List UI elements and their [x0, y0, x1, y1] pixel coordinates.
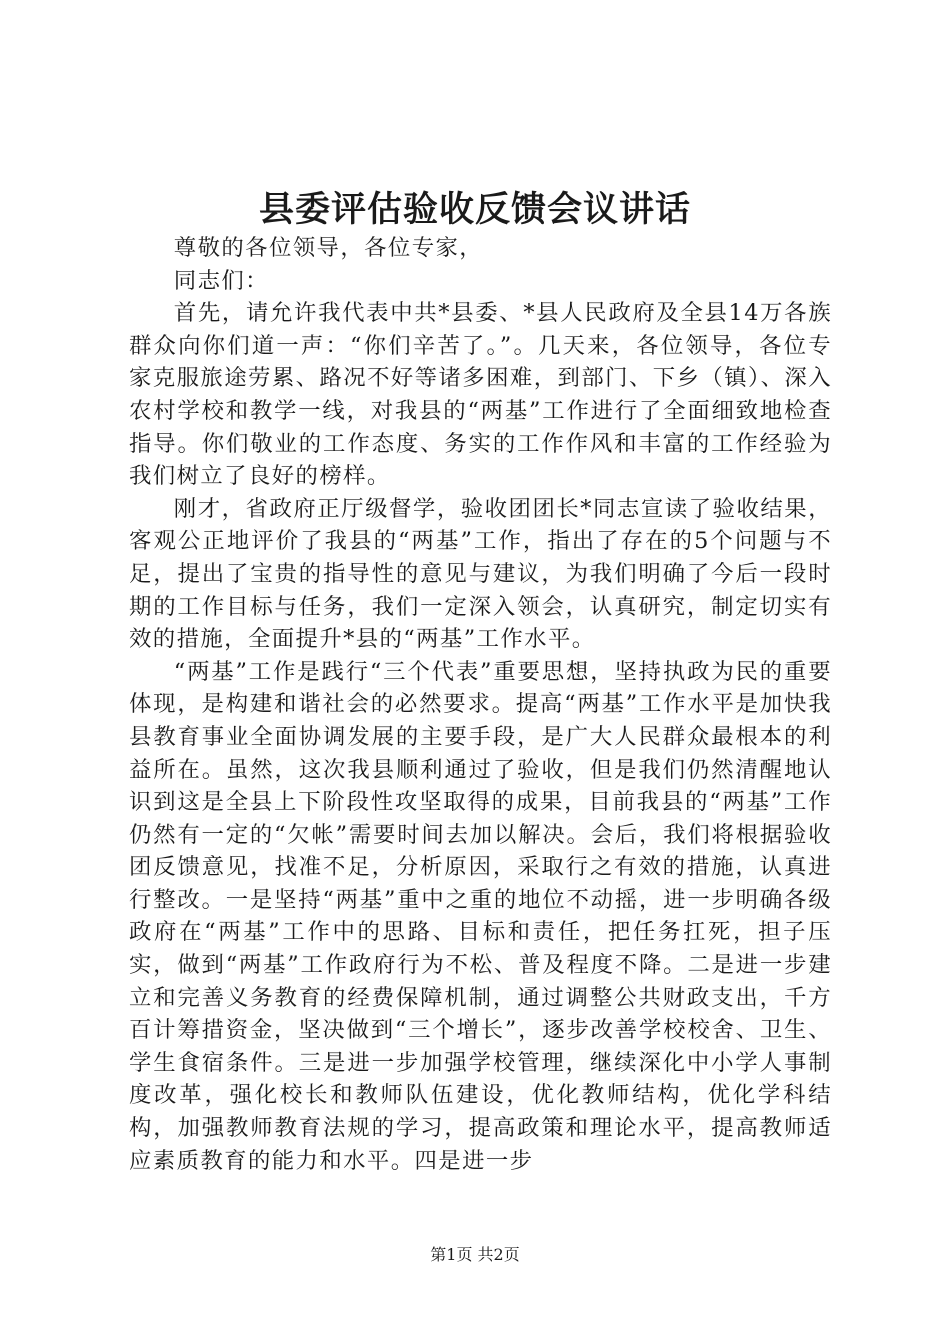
salutation-line-2: 同志们：: [173, 267, 269, 294]
document-title: 县委评估验收反馈会议讲话: [258, 189, 691, 230]
document-body: [129, 232, 832, 1177]
salutation-line-1: 尊敬的各位领导，各位专家，: [173, 235, 484, 261]
paragraph: 刚才，省政府正厅级督学，验收团团长*同志宣读了验收结果，客观公正地评价了我县的“两基”工作，指出了存在的5个问题与不足，提出了宝贵的指导性的意见与建议，为我们明确了今后一段时期的工作目标与任务，我们一定深入领会，认真研究，制定切实有效的措施，全面提升*县的“两基”工作水平。: [129, 495, 832, 653]
page-footer: 第1页 共2页: [430, 1245, 520, 1264]
paragraph: 首先，请允许我代表中共*县委、*县人民政府及全县14万各族群众向你们道一声：“你们辛苦了。”。几天来，各位领导，各位专家克服旅途劳累、路况不好等诸多困难，到部门、下乡（镇）、深入农村学校和教学一线，对我县的“两基”工作进行了全面细致地检查指导。你们敬业的工作态度、务实的工作作风和丰富的工作经验为我们树立了良好的榜样。: [129, 300, 832, 490]
paragraph: “两基”工作是践行“三个代表”重要思想，坚持执政为民的重要体现，是构建和谐社会的必然要求。提高“两基”工作水平是加快我县教育事业全面协调发展的主要手段，是广大人民群众最根本的利益所在。虽然，这次我县顺利通过了验收，但是我们仍然清醒地认识到这是全县上下阶段性攻坚取得的成果，目前我县的“两基”工作仍然有一定的“欠帐”需要时间去加以解决。会后，我们将根据验收团反馈意见，找准不足，分析原因，采取行之有效的措施，认真进行整改。一是坚持“两基”重中之重的地位不动摇，进一步明确各级政府在“两基”工作中的思路、目标和责任，把任务扛死，担子压实，做到“两基”工作政府行为不松、普及程度不降。二是进一步建立和完善义务教育的经费保障机制，通过调整公共财政支出，千方百计筹措资金，坚决做到“三个增长”，逐步改善学校校舍、卫生、学生食宿条件。三是进一步加强学校管理，继续深化中小学人事制度改革，强化校长和教师队伍建设，优化教师结构，优化学科结构，加强教师教育法规的学习，提高政策和理论水平，提高教师适应素质教育的能力和水平。四是进一步: [129, 658, 832, 1174]
